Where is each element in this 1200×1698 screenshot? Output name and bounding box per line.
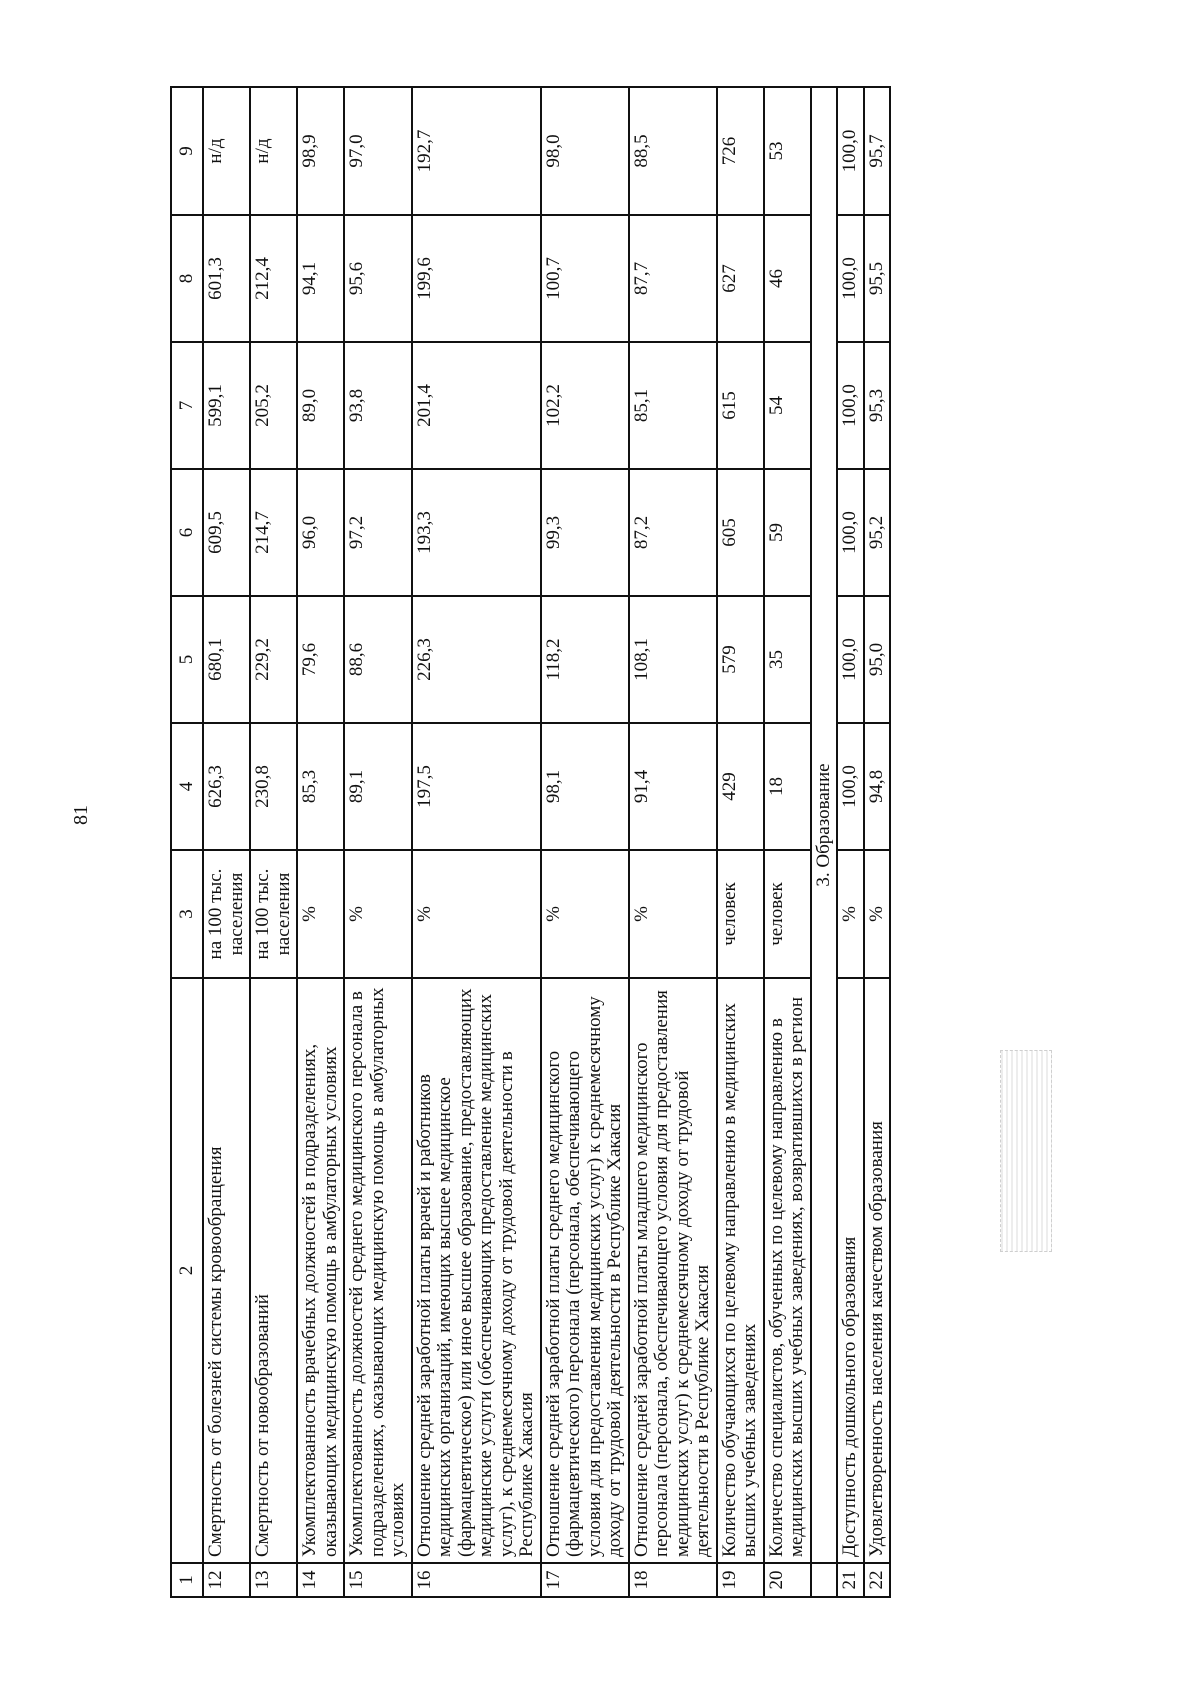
value-cell: 429: [717, 723, 764, 850]
table-row: [297, 87, 344, 1597]
unit-cell: %: [541, 850, 629, 978]
table-row: [764, 87, 811, 1597]
value-cell: 197,5: [412, 723, 541, 850]
value-cell: н/д: [203, 87, 250, 215]
unit-cell: %: [344, 850, 412, 978]
value-cell: 100,0: [837, 596, 864, 723]
value-cell: 229,2: [250, 596, 297, 723]
value-cell: 100,0: [837, 215, 864, 342]
row-number-cell: 13: [250, 1563, 297, 1597]
value-cell: 95,2: [864, 469, 891, 596]
row-number-cell: 21: [837, 1563, 864, 1597]
column-header: 9: [171, 87, 203, 215]
value-cell: 193,3: [412, 469, 541, 596]
value-cell: 108,1: [629, 596, 717, 723]
value-cell: 205,2: [250, 342, 297, 469]
value-cell: 214,7: [250, 469, 297, 596]
value-cell: 605: [717, 469, 764, 596]
column-header: 8: [171, 215, 203, 342]
value-cell: 95,3: [864, 342, 891, 469]
value-cell: 609,5: [203, 469, 250, 596]
value-cell: 46: [764, 215, 811, 342]
value-cell: 87,2: [629, 469, 717, 596]
section-title: 3. Образование: [811, 87, 838, 1563]
table-row: [717, 87, 764, 1597]
value-cell: 226,3: [412, 596, 541, 723]
value-cell: 626,3: [203, 723, 250, 850]
value-cell: 79,6: [297, 596, 344, 723]
value-cell: 87,7: [629, 215, 717, 342]
value-cell: н/д: [250, 87, 297, 215]
value-cell: 102,2: [541, 342, 629, 469]
value-cell: 100,0: [837, 87, 864, 215]
value-cell: 95,0: [864, 596, 891, 723]
unit-cell: %: [864, 850, 891, 978]
row-number-cell: 17: [541, 1563, 629, 1597]
value-cell: 212,4: [250, 215, 297, 342]
value-cell: 599,1: [203, 342, 250, 469]
column-header: 3: [171, 850, 203, 978]
value-cell: 579: [717, 596, 764, 723]
indicator-name-cell: Отношение средней заработной платы врачей и работников медицинских организаций, имеющих высшее медицинское (фармацевтическое) или иное высшее образование, предоставляющих медицинские услуги (обеспечивающих предоставление медицинских услуг), к среднемесячному доходу от трудовой деятельности в Республике Хакасия: [412, 978, 541, 1563]
section-row: [811, 87, 838, 1597]
header-row: [171, 87, 203, 1597]
unit-cell: %: [412, 850, 541, 978]
indicators-table: [170, 86, 891, 1598]
value-cell: 615: [717, 342, 764, 469]
row-number-cell: 16: [412, 1563, 541, 1597]
unit-cell: человек: [717, 850, 764, 978]
table-body: [203, 87, 890, 1597]
indicator-name-cell: Смертность от новообразований: [250, 978, 297, 1563]
table-row: [629, 87, 717, 1597]
table-row: [250, 87, 297, 1597]
row-number-cell: 12: [203, 1563, 250, 1597]
row-number-cell: 15: [344, 1563, 412, 1597]
value-cell: 97,0: [344, 87, 412, 215]
table-row: [412, 87, 541, 1597]
value-cell: 680,1: [203, 596, 250, 723]
indicator-name-cell: Смертность от болезней системы кровообращения: [203, 978, 250, 1563]
unit-cell: человек: [764, 850, 811, 978]
value-cell: 94,1: [297, 215, 344, 342]
value-cell: 95,5: [864, 215, 891, 342]
value-cell: 230,8: [250, 723, 297, 850]
value-cell: 93,8: [344, 342, 412, 469]
value-cell: 601,3: [203, 215, 250, 342]
unit-cell: %: [629, 850, 717, 978]
column-header: 1: [171, 1563, 203, 1597]
value-cell: 89,0: [297, 342, 344, 469]
row-number-cell: 14: [297, 1563, 344, 1597]
indicator-name-cell: Укомплектованность врачебных должностей в подразделениях, оказывающих медицинскую помощь в амбулаторных условиях: [297, 978, 344, 1563]
value-cell: 627: [717, 215, 764, 342]
value-cell: 85,1: [629, 342, 717, 469]
unit-cell: на 100 тыс. населения: [203, 850, 250, 978]
row-number-cell: 19: [717, 1563, 764, 1597]
table-row: [344, 87, 412, 1597]
value-cell: 118,2: [541, 596, 629, 723]
unit-cell: на 100 тыс. населения: [250, 850, 297, 978]
indicator-name-cell: Удовлетворенность населения качеством образования: [864, 978, 891, 1563]
value-cell: 35: [764, 596, 811, 723]
value-cell: 100,0: [837, 342, 864, 469]
row-number-cell: 20: [764, 1563, 811, 1597]
unit-cell: %: [297, 850, 344, 978]
table-row: [541, 87, 629, 1597]
indicator-name-cell: Количество специалистов, обученных по целевому направлению в медицинских высших учебных заведениях, возвратившихся в регион: [764, 978, 811, 1563]
value-cell: 91,4: [629, 723, 717, 850]
row-number-cell: 22: [864, 1563, 891, 1597]
value-cell: 192,7: [412, 87, 541, 215]
row-number-cell: 18: [629, 1563, 717, 1597]
value-cell: 99,3: [541, 469, 629, 596]
page-number: 81: [70, 805, 92, 825]
indicator-name-cell: Отношение средней заработной платы среднего медицинского (фармацевтического) персонала (персонала, обеспечивающего условия для предоставления медицинских услуг) к среднемесячному доходу от трудовой деятельности в Республике Хакасия: [541, 978, 629, 1563]
value-cell: 100,7: [541, 215, 629, 342]
value-cell: 89,1: [344, 723, 412, 850]
value-cell: 95,7: [864, 87, 891, 215]
value-cell: 97,2: [344, 469, 412, 596]
value-cell: 18: [764, 723, 811, 850]
value-cell: 95,6: [344, 215, 412, 342]
value-cell: 98,0: [541, 87, 629, 215]
value-cell: 100,0: [837, 469, 864, 596]
column-header: 7: [171, 342, 203, 469]
indicator-name-cell: Отношение средней заработной платы младшего медицинского персонала (персонала, обеспечивающего условия для предоставления медицинских услуг) к среднемесячному доходу от трудовой деятельности в Республике Хакасия: [629, 978, 717, 1563]
table-row: [203, 87, 250, 1597]
indicator-name-cell: Доступность дошкольного образования: [837, 978, 864, 1563]
value-cell: 100,0: [837, 723, 864, 850]
value-cell: 88,6: [344, 596, 412, 723]
column-header: 4: [171, 723, 203, 850]
column-header: 5: [171, 596, 203, 723]
value-cell: 59: [764, 469, 811, 596]
stamp-mark: [1000, 1050, 1052, 1252]
value-cell: 88,5: [629, 87, 717, 215]
value-cell: 54: [764, 342, 811, 469]
value-cell: 98,1: [541, 723, 629, 850]
column-header: 6: [171, 469, 203, 596]
value-cell: 201,4: [412, 342, 541, 469]
table-row: [864, 87, 891, 1597]
column-header: 2: [171, 978, 203, 1563]
value-cell: 94,8: [864, 723, 891, 850]
unit-cell: %: [837, 850, 864, 978]
indicator-name-cell: Количество обучающихся по целевому направлению в медицинских высших учебных заведениях: [717, 978, 764, 1563]
rotated-table-container: [170, 88, 1080, 1598]
value-cell: 96,0: [297, 469, 344, 596]
value-cell: 53: [764, 87, 811, 215]
table-row: [837, 87, 864, 1597]
value-cell: 85,3: [297, 723, 344, 850]
section-spacer-cell: [811, 1563, 838, 1597]
value-cell: 98,9: [297, 87, 344, 215]
value-cell: 726: [717, 87, 764, 215]
value-cell: 199,6: [412, 215, 541, 342]
indicator-name-cell: Укомплектованность должностей среднего медицинского персонала в подразделениях, оказывающих медицинскую помощь в амбулаторных условиях: [344, 978, 412, 1563]
